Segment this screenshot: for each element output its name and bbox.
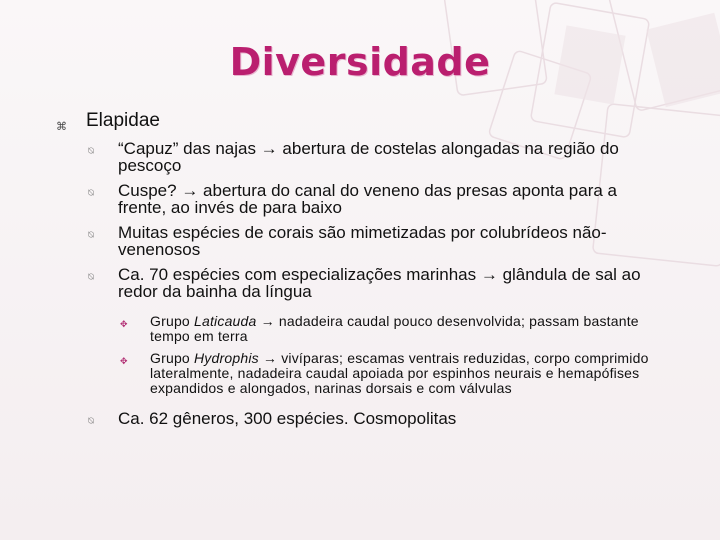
bullet-text: Elapidae	[86, 110, 160, 131]
bullet-level2	[56, 410, 666, 427]
bullet-level2	[56, 140, 666, 174]
bullet-text: Ca. 70 espécies com especializações marinhas → glândula de sal ao redor da bainha da língua	[118, 265, 641, 301]
bullet-level2	[56, 224, 666, 258]
circle-bullet-icon: ⍉	[88, 146, 94, 157]
flower-bullet-icon: ✥	[120, 356, 128, 366]
bullet-text: “Capuz” das najas → abertura de costelas alongadas na região do pescoço	[118, 139, 619, 175]
bullet-level3	[56, 314, 666, 344]
slide-title: Diversidade	[229, 40, 491, 84]
bullet-text: Cuspe? → abertura do canal do veneno das presas aponta para a frente, ao invés de para baixo	[118, 181, 618, 217]
bullet-level1	[56, 110, 666, 132]
slide-content	[56, 110, 666, 427]
circle-bullet-icon: ⍉	[88, 188, 94, 199]
circle-bullet-icon: ⍉	[88, 272, 94, 283]
bullet-text: Grupo Laticauda → nadadeira caudal pouco desenvolvida; passam bastante tempo em terra	[150, 313, 639, 344]
bullet-level2	[56, 266, 666, 300]
command-bullet-icon: ⌘	[56, 121, 67, 133]
bullet-text: Ca. 62 gêneros, 300 espécies. Cosmopolitas	[118, 409, 457, 428]
circle-bullet-icon: ⍉	[88, 416, 94, 427]
bullet-level2	[56, 182, 666, 216]
bullet-text: Muitas espécies de corais são mimetizadas por colubrídeos não-venenosos	[118, 223, 607, 259]
bullet-level3	[56, 351, 666, 396]
circle-bullet-icon: ⍉	[88, 230, 94, 241]
bullet-text: Grupo Hydrophis → vivíparas; escamas ventrais reduzidas, corpo comprimido lateralmente, nadadeira caudal apoiada por espinhos neurais e hemapófises expandidos e alongados, narinas dorsais e com válvulas	[150, 350, 649, 396]
flower-bullet-icon: ✥	[120, 319, 128, 329]
